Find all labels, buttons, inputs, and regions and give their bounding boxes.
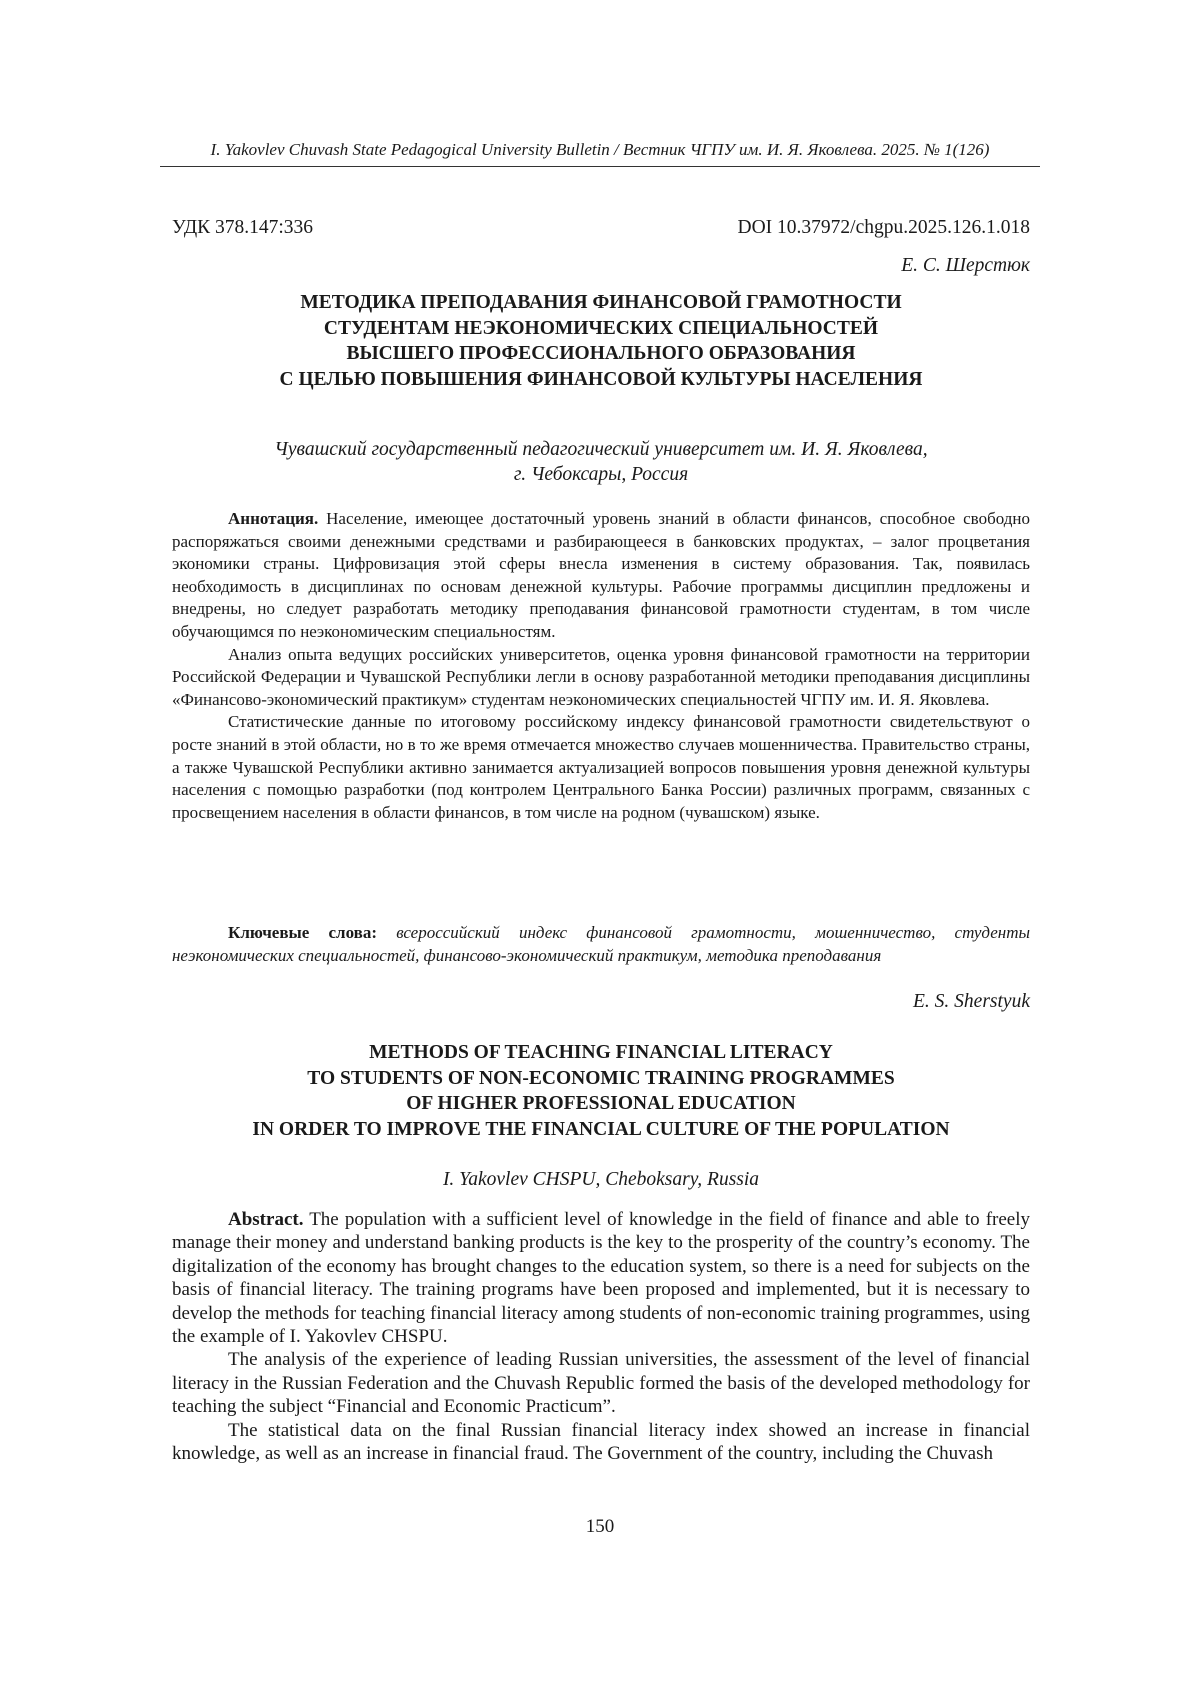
- abstract-ru: [172, 508, 1030, 824]
- doi: DOI 10.37972/chgpu.2025.126.1.018: [737, 217, 1030, 238]
- affiliation-ru: [172, 437, 1030, 487]
- abstract-en-paragraph: The statistical data on the final Russian financial literacy index showed an increase in financial knowledge, as well as an increase in financial fraud. The Government of the country, including the Chuvash: [172, 1419, 1030, 1465]
- abstract-en: [172, 1208, 1030, 1465]
- abstract-en-paragraph: [172, 1208, 1030, 1348]
- author-en: E. S. Sherstyuk: [913, 991, 1030, 1012]
- udk-code: УДК 378.147:336: [172, 217, 314, 238]
- title-en-line: IN ORDER TO IMPROVE THE FINANCIAL CULTURE OF THE POPULATION: [252, 1118, 950, 1140]
- affiliation-ru-line: Чувашский государственный педагогический университет им. И. Я. Яковлева,: [274, 439, 928, 460]
- title-en-line: OF HIGHER PROFESSIONAL EDUCATION: [406, 1093, 796, 1114]
- title-ru: [172, 290, 1030, 392]
- keywords-ru-text: всероссийский индекс финансовой грамотности, мошенничество, студенты неэкономических специальностей, финансово-экономический практикум, методика преподавания: [172, 923, 1030, 965]
- author-ru: Е. С. Шерстюк: [901, 255, 1030, 276]
- title-en: [172, 1040, 1030, 1142]
- abstract-en-paragraph: The analysis of the experience of leading Russian universities, the assessment of the level of financial literacy in the Russian Federation and the Chuvash Republic formed the basis of the developed methodology for teaching the subject “Financial and Economic Practicum”.: [172, 1349, 1030, 1418]
- abstract-ru-label: Аннотация.: [228, 509, 319, 528]
- abstract-en-text: The population with a sufficient level of knowledge in the field of finance and able to freely manage their money and understand banking products is the key to the prosperity of the country’s economy. The digitalization of the economy has brought changes to the education system, so there is a need for subjects on the basis of financial literacy. The training programs have been proposed and implemented, but it is necessary to develop the methods for teaching financial literacy among students of non-economic training programmes, using the example of I. Yakovlev CHSPU.: [172, 1209, 1030, 1348]
- running-head: I. Yakovlev Chuvash State Pedagogical University Bulletin / Вестник ЧГПУ им. И. Я. Яковлева. 2025. № 1(126): [210, 140, 990, 159]
- title-en-line: METHODS OF TEACHING FINANCIAL LITERACY: [369, 1042, 833, 1063]
- abstract-en-label: Abstract.: [228, 1209, 304, 1230]
- page-number: 150: [585, 1516, 615, 1537]
- keywords-ru: [172, 922, 1030, 967]
- title-ru-line: С ЦЕЛЬЮ ПОВЫШЕНИЯ ФИНАНСОВОЙ КУЛЬТУРЫ НАСЕЛЕНИЯ: [279, 368, 923, 390]
- abstract-ru-paragraph: [172, 508, 1030, 644]
- affiliation-ru-line: г. Чебоксары, Россия: [513, 464, 689, 485]
- affiliation-en: I. Yakovlev CHSPU, Cheboksary, Russia: [442, 1169, 760, 1190]
- abstract-ru-text: Население, имеющее достаточный уровень знаний в области финансов, способное свободно распоряжаться своими денежными средствами и разбирающееся в банковских продуктах, – залог процветания экономики страны. Цифровизация этой сферы внесла изменения в систему образования. Так, появилась необходимость в дисциплинах по основам денежной культуры. Рабочие программы дисциплин предложены и внедрены, но следует разработать методику преподавания финансовой грамотности студентам, в том числе обучающимся по неэкономическим специальностям.: [172, 509, 1030, 641]
- title-ru-line: СТУДЕНТАМ НЕЭКОНОМИЧЕСКИХ СПЕЦИАЛЬНОСТЕЙ: [323, 317, 879, 339]
- header-rule: [160, 166, 1040, 167]
- title-ru-line: МЕТОДИКА ПРЕПОДАВАНИЯ ФИНАНСОВОЙ ГРАМОТНОСТИ: [300, 292, 902, 313]
- title-ru-line: ВЫСШЕГО ПРОФЕССИОНАЛЬНОГО ОБРАЗОВАНИЯ: [346, 343, 856, 364]
- meta-row: [172, 216, 1030, 240]
- abstract-ru-paragraph: Статистические данные по итоговому российскому индексу финансовой грамотности свидетельствуют о росте знаний в этой области, но в то же время отмечается множество случаев мошенничества. Правительство страны, а также Чувашской Республики активно занимается актуализацией вопросов повышения уровня денежной культуры населения с помощью разработки (под контролем Центрального Банка России) различных программ, связанных с просвещением населения в области финансов, в том числе на родном (чувашском) языке.: [172, 712, 1030, 822]
- keywords-ru-label: Ключевые слова:: [228, 923, 378, 942]
- title-en-line: TO STUDENTS OF NON-ECONOMIC TRAINING PROGRAMMES: [307, 1067, 895, 1089]
- abstract-ru-paragraph: Анализ опыта ведущих российских университетов, оценка уровня финансовой грамотности на территории Российской Федерации и Чувашской Республики легли в основу разработанной методики преподавания дисциплины «Финансово-экономический практикум» студентам неэкономических специальностей ЧГПУ им. И. Я. Яковлева.: [172, 644, 1030, 709]
